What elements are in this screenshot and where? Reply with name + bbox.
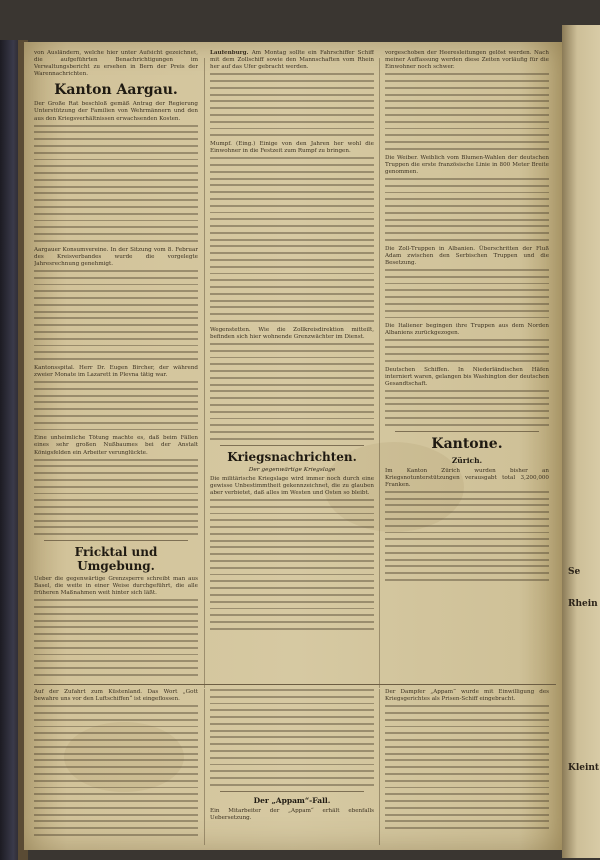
article-paragraph: Die Zoll-Truppen in Albanien. Überschritten der Fluß Adam zwischen den Serbischen Truppen und die Besetzung. — [385, 245, 549, 266]
article-dateline: Laufenburg. — [210, 50, 249, 56]
article-text-block — [385, 390, 549, 426]
column-rule — [204, 689, 205, 845]
right-column — [385, 50, 549, 680]
article-text-block — [385, 269, 549, 318]
article-paragraph: Ueber die gegenwärtige Grenzsperre schreibt man aus Basel, die weite in einer Weise durchgeführt, die alle früheren Maßnahmen weit hinter sich läßt. — [34, 576, 198, 597]
adjacent-page-fragment: Se — [568, 567, 581, 577]
section-divider — [44, 540, 188, 541]
left-intro: von Ausländern, welche hier unter Aufsicht gezeichnet, die aufgeführten Benachrichtigungen im Verwaltungsbericht zu ersehen in Bern der Preis der Warennachrichten. — [34, 50, 198, 78]
article-paragraph: Der Dampfer „Appam“ wurde mit Einwilligung des Kriegsgerichtes als Prisen-Schiff eingebracht. — [385, 689, 549, 703]
article-paragraph: Die Weiber. Weiblich vom Blumen-Wahlen der deutschen Truppen die erste französische Linie in 800 Meter Breite genommen. — [385, 154, 549, 175]
article-paragraph: Der Große Rat beschloß gemäß Antrag der Regierung Unterstützung der Familien von Wehrmännern und den aus den Kriegsverhältnissen erwachsenden Kosten. — [34, 101, 198, 122]
article-paragraph: Deutschen Schiffen. In Niederländischen Häfen interniert waren, gelangen bis Washington der deutschen Gesandtschaft. — [385, 366, 549, 387]
adjacent-page-edge — [562, 25, 600, 858]
article-paragraph: Ein Mitarbeiter der „Appam“ erhält ebenfalls Uebersetzung. — [210, 807, 374, 821]
article-text-block — [385, 491, 549, 581]
adjacent-page-fragment: Kleint — [568, 763, 600, 773]
subheading-kriegslage: Der gegenwärtige Kriegslage — [248, 466, 336, 473]
heading-kriegsnachrichten: Kriegsnachrichten. — [227, 449, 357, 464]
article-paragraph: Mumpf. (Eing.) Einige von den Jahren her wohl die Einwohner in die Festzeit zum Rumpf zu bringen. — [210, 141, 374, 155]
section-divider — [395, 431, 539, 432]
article-text-block — [210, 157, 374, 322]
heading-kanton-aargau: Kanton Aargau. — [54, 82, 178, 99]
section-divider — [220, 791, 364, 792]
bottom-middle-column — [210, 689, 374, 845]
bottom-section — [34, 684, 556, 847]
column-rule — [379, 58, 380, 688]
article-text-block — [385, 339, 549, 361]
article-paragraph: Eine unheimliche Tötung machte es, daß beim Fällen eines sehr großen Nußbaumes bei der Anstalt Königsfelden ein Arbeiter verunglückte. — [34, 435, 198, 456]
heading-kantone: Kantone. — [431, 435, 503, 452]
article-text-block — [34, 705, 198, 836]
article-text-block — [210, 689, 374, 786]
article-paragraph: Die Italiener begingen ihre Truppen aus dem Norden Albaniens zurückgezogen. — [385, 323, 549, 337]
article-text-block — [34, 270, 198, 360]
article-paragraph — [210, 50, 374, 71]
article-text-block — [385, 73, 549, 149]
article-paragraph: Auf der Zufahrt zum Küstenland. Das Wort „Gott bewahre uns vor den Luftschiffen“ ist eingeflossen. — [34, 689, 198, 703]
article-paragraph: Wegenstetten. Wie die Zollkreisdirektion mitteilt, befinden sich hier wohnende Grenzwächter im Dienst. — [210, 326, 374, 340]
newspaper-page — [24, 42, 562, 850]
left-column — [34, 50, 198, 680]
article-text-block — [385, 178, 549, 241]
article-paragraph: Im Kanton Zürich wurden bisher an Kriegsnotunterstützungen verausgabt total 3,200,000 Franken. — [385, 467, 549, 488]
article-text-block — [34, 459, 198, 535]
section-divider — [220, 445, 364, 446]
adjacent-page-fragment: Rhein — [568, 599, 598, 609]
heading-fricktal: Fricktal und Umgebung. — [74, 545, 158, 574]
article-text-block — [34, 125, 198, 242]
top-columns — [34, 50, 556, 680]
bottom-right-column — [385, 689, 549, 845]
bottom-left-column — [34, 689, 198, 845]
article-text-block — [34, 381, 198, 430]
heading-appam-fall: Der „Appam“-Fall. — [253, 795, 331, 805]
middle-column — [210, 50, 374, 680]
article-text: Am Montag sollte ein Fahrschiffer Schiff mit dem Zollschiff sowie den Mannschaften vom Rhein her auf das Ufer gebracht werden. — [210, 50, 374, 71]
right-intro: vorgeschoben der Heeresleitungen gelöst werden. Nach meiner Auffassung werden diese Zeiten vorläufig für die Einwohner noch schwer. — [385, 50, 549, 71]
article-paragraph: Die militärische Kriegslage wird immer noch durch eine gewisse Unbestimmtheit gekennzeichnet, die zu glauben aber verbietet, daß alles im Westen und Osten so bleibt. — [210, 475, 374, 496]
article-text-block — [210, 343, 374, 440]
article-text-block — [210, 499, 374, 630]
column-rule — [379, 689, 380, 845]
article-text-block — [210, 73, 374, 136]
subheading-zuerich: Zürich. — [451, 455, 483, 465]
article-paragraph: Kantonsspital. Herr Dr. Eugen Bircher, der während zweier Monate im Lazarett in Plevna tätig war. — [34, 364, 198, 379]
article-text-block — [34, 599, 198, 680]
column-rule — [204, 58, 205, 688]
article-text-block — [385, 705, 549, 829]
article-paragraph: Aargauer Konsumvereine. In der Sitzung vom 8. Februar des Kreisverbandes wurde die vorgelegte Jahresrechnung genehmigt. — [34, 246, 198, 267]
